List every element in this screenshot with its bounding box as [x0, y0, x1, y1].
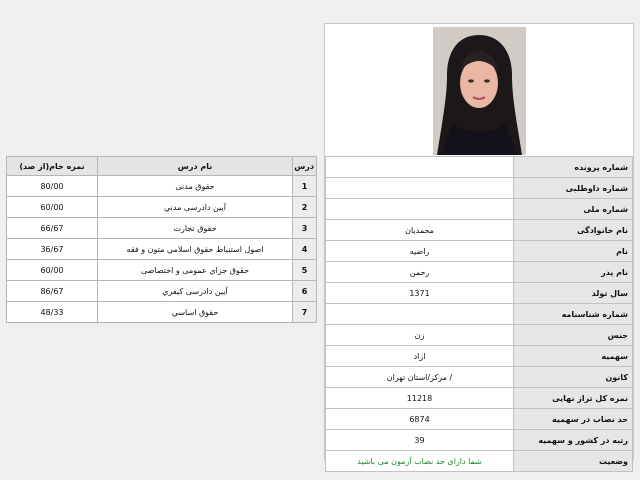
info-label-final-score: نمره کل تراز نهایی: [514, 388, 633, 409]
info-row: [326, 388, 633, 409]
info-label-file-number: شماره پرونده: [514, 157, 633, 178]
info-row: [326, 199, 633, 220]
applicant-photo: [433, 27, 526, 155]
row-index: 5: [293, 260, 317, 281]
status-message: شما دارای حد نصاب آزمون می باشید: [326, 451, 514, 472]
info-value-gender: زن: [326, 325, 514, 346]
info-value-father-name: رحمن: [326, 262, 514, 283]
table-row: [7, 197, 317, 218]
grades-header-row: [7, 157, 317, 176]
info-value-file-number: [326, 157, 514, 178]
info-value-rank: 39: [326, 430, 514, 451]
course-name: آیین دادرسی مدني: [98, 197, 293, 218]
info-row: [326, 409, 633, 430]
course-name: حقوق اساسي: [98, 302, 293, 323]
info-row: [326, 367, 633, 388]
info-row: [326, 262, 633, 283]
info-label-rank: رتبه در کشور و سهمیه: [514, 430, 633, 451]
course-score: 86/67: [7, 281, 98, 302]
col-header-raw-score: نمره خام(از صد): [7, 157, 98, 176]
info-row: [326, 157, 633, 178]
row-index: 1: [293, 176, 317, 197]
info-label-gender: جنس: [514, 325, 633, 346]
course-score: 66/67: [7, 218, 98, 239]
course-score: 80/00: [7, 176, 98, 197]
course-score: 36/67: [7, 239, 98, 260]
info-label-id-card-number: شماره شناسنامه: [514, 304, 633, 325]
info-label-quota: سهمیه: [514, 346, 633, 367]
grades-table: [6, 156, 317, 323]
info-row: [326, 178, 633, 199]
row-index: 3: [293, 218, 317, 239]
row-index: 6: [293, 281, 317, 302]
info-label-father-name: نام پدر: [514, 262, 633, 283]
course-score: 60/00: [7, 260, 98, 281]
info-value-national-id: [326, 199, 514, 220]
course-name: حقوق جزاي عمومی و اختصاصی: [98, 260, 293, 281]
course-name: آیین دادرسی کیفري: [98, 281, 293, 302]
course-name: حقوق تجارت: [98, 218, 293, 239]
info-row: [326, 283, 633, 304]
info-value-first-name: راضیه: [326, 241, 514, 262]
info-value-bar-association: / مرکز/استان تهران: [326, 367, 514, 388]
row-index: 2: [293, 197, 317, 218]
row-index: 4: [293, 239, 317, 260]
table-row: [7, 239, 317, 260]
info-row: [326, 451, 633, 472]
info-row: [326, 346, 633, 367]
table-row: [7, 302, 317, 323]
course-name: اصول استنباط حقوق اسلامي متون و فقه: [98, 239, 293, 260]
course-name: حقوق مدنی: [98, 176, 293, 197]
col-header-course-name: نام درس: [98, 157, 293, 176]
info-value-last-name: محمدیان: [326, 220, 514, 241]
info-row: [326, 304, 633, 325]
info-value-candidate-number: [326, 178, 514, 199]
table-row: [7, 218, 317, 239]
info-value-quota: ازاد: [326, 346, 514, 367]
course-score: 60/00: [7, 197, 98, 218]
table-row: [7, 176, 317, 197]
col-header-index: درس: [293, 157, 317, 176]
info-value-quota-threshold: 6874: [326, 409, 514, 430]
info-value-birth-year: 1371: [326, 283, 514, 304]
info-label-status: وضعیت: [514, 451, 633, 472]
info-value-final-score: 11218: [326, 388, 514, 409]
info-label-first-name: نام: [514, 241, 633, 262]
info-label-candidate-number: شماره داوطلبی: [514, 178, 633, 199]
applicant-info-table: [325, 156, 633, 472]
info-label-last-name: نام خانوادگی: [514, 220, 633, 241]
table-row: [7, 260, 317, 281]
course-score: 48/33: [7, 302, 98, 323]
info-label-national-id: شماره ملی: [514, 199, 633, 220]
info-row: [326, 220, 633, 241]
info-value-id-card-number: [326, 304, 514, 325]
info-row: [326, 241, 633, 262]
info-label-quota-threshold: حد نصاب در سهمیه: [514, 409, 633, 430]
info-row: [326, 430, 633, 451]
applicant-profile-panel: [324, 23, 634, 466]
table-row: [7, 281, 317, 302]
info-row: [326, 325, 633, 346]
row-index: 7: [293, 302, 317, 323]
info-label-birth-year: سال تولد: [514, 283, 633, 304]
info-label-bar-association: کانون: [514, 367, 633, 388]
